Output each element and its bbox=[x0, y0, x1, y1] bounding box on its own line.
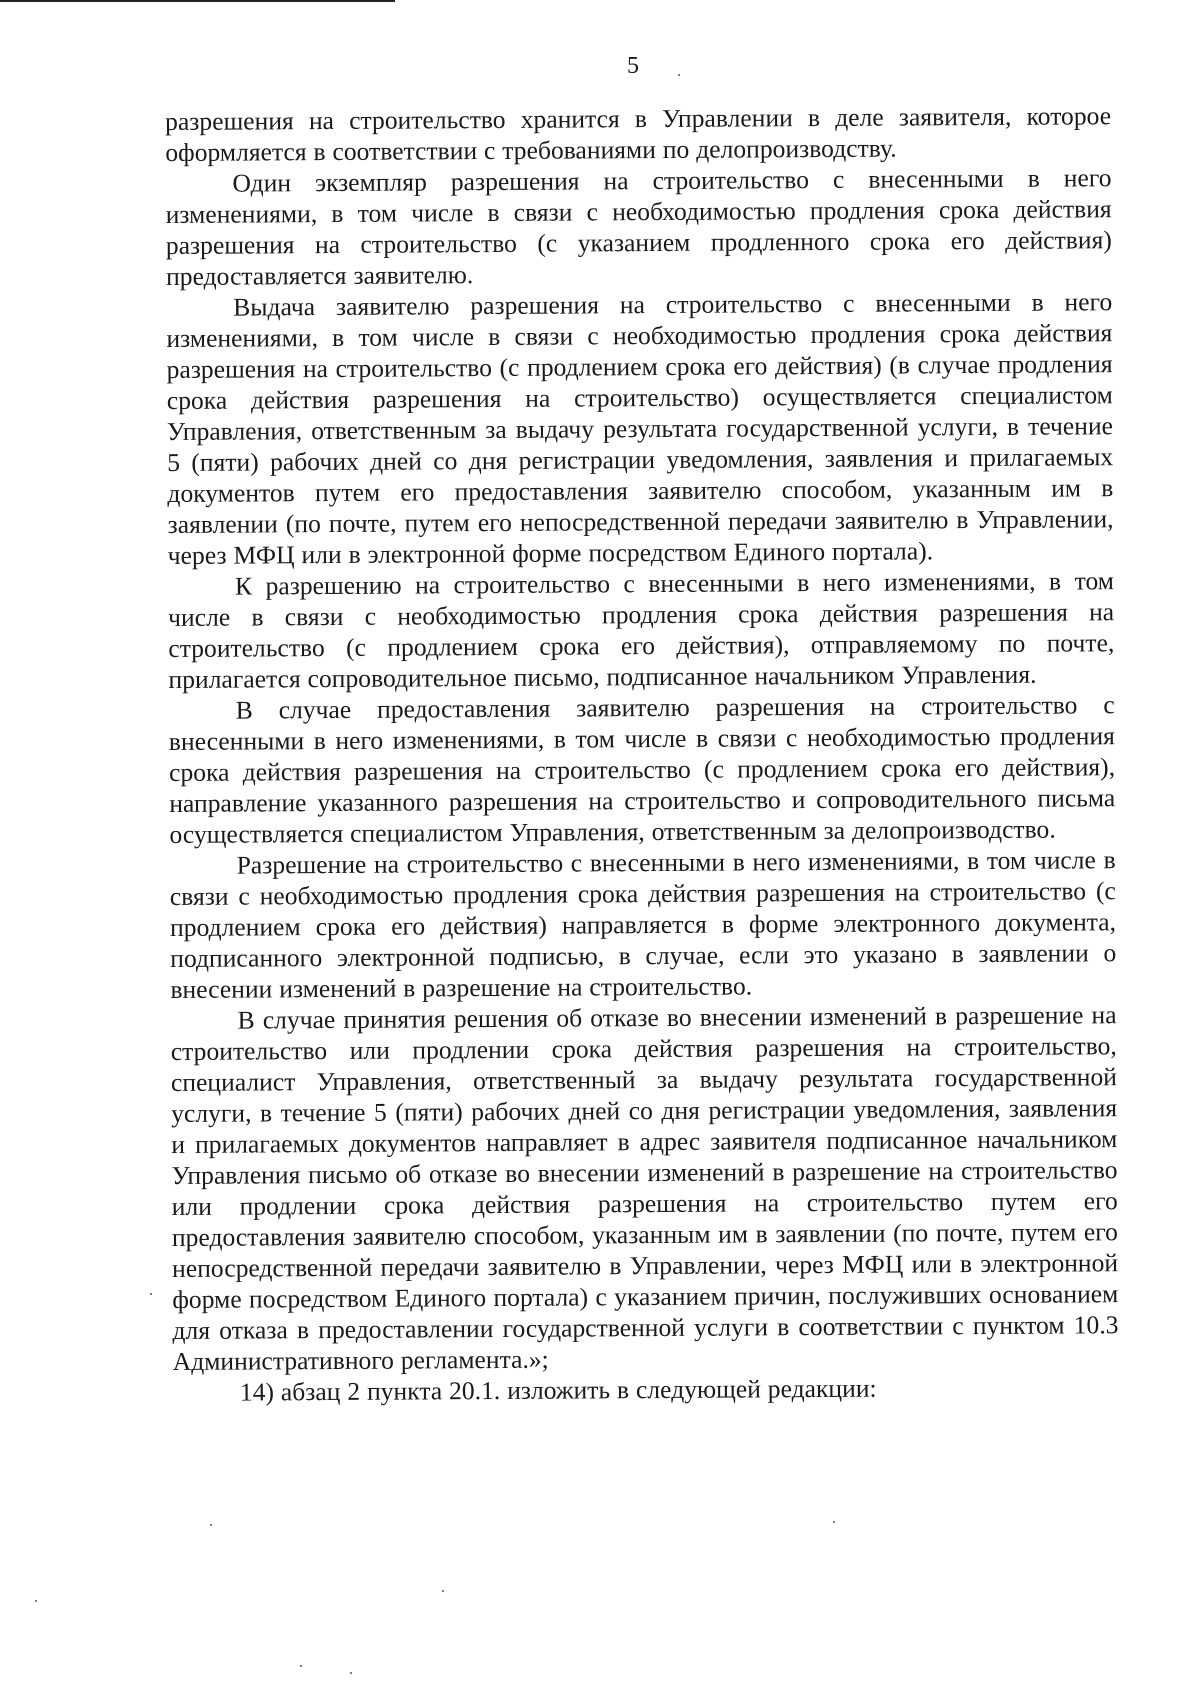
scan-speck bbox=[210, 1524, 212, 1526]
paragraph-issuance: Выдача заявителю разрешения на строительство с внесенными в него изменениями, в том числе в связи с необходимостью продления срока действия разрешения на строительство (с продлением срока его действия) (в случае продления срока действия разрешения на строительство) осуществляется специалистом Управления, ответственным за выдачу результата государственной услуги, в течение 5 (пяти) рабочих дней со дня регистрации уведомления, заявления и прилагаемых документов путем его предоставления заявителю способом, указанным им в заявлении (по почте, путем его непосредственной передачи заявителю в Управлении, через МФЦ или в электронной форме посредством Единого портала). bbox=[166, 287, 1114, 570]
document-body bbox=[165, 100, 1119, 1408]
top-border-line bbox=[0, 0, 395, 2]
scan-speck bbox=[150, 1293, 152, 1295]
paragraph-cover-letter: К разрешению на строительство с внесенными в него изменениями, в том числе в связи с необходимостью продления срока действия разрешения на строительство (с продлением срока его действия), отправляемому по почте, прилагается сопроводительное письмо, подписанное начальником Управления. bbox=[168, 566, 1115, 694]
paragraph-electronic-form: Разрешение на строительство с внесенными в него изменениями, в том числе в связи с необходимостью продления срока действия разрешения на строительство (с продлением срока его действия) направляется в форме электронного документа, подписанного электронной подписью, в случае, если это указано в заявлении о внесении изменений в разрешение на строительство. bbox=[169, 845, 1117, 1004]
paragraph-amendment-14: 14) абзац 2 пункта 20.1. изложить в следующей редакции: bbox=[239, 1373, 877, 1407]
paragraph-refusal: В случае принятия решения об отказе во внесении изменений в разрешение на строительство или продлении срока действия разрешения на строительство, специалист Управления, ответственный за выдачу результата государственной услуги, в течение 5 (пяти) рабочих дней со дня регистрации уведомления, заявления и прилагаемых документов направляет в адрес заявителя подписанное начальником Управления письмо об отказе во внесении изменений в разрешение на строительство или продлении срока действия разрешения на строительство путем его предоставления заявителю способом, указанным им в заявлении (по почте, путем его непосредственной передачи заявителю в Управлении, через МФЦ или в электронной форме посредством Единого портала) с указанием причин, послуживших основанием для отказа в предоставлении государственной услуги в соответствии с пунктом 10.3 Административного регламента.»; bbox=[170, 1000, 1119, 1376]
paragraph-copy-provided: Один экземпляр разрешения на строительство с внесенными в него изменениями, в том числе в связи с необходимостью продления срока действия разрешения на строительство (с указанием продленного срока его действия) предоставляется заявителю. bbox=[165, 163, 1112, 291]
scan-speck bbox=[35, 1600, 37, 1602]
scan-speck bbox=[350, 1672, 352, 1674]
scan-speck bbox=[300, 1665, 302, 1667]
scan-speck bbox=[678, 74, 680, 76]
scan-speck bbox=[442, 1590, 444, 1592]
scan-speck bbox=[833, 1521, 835, 1523]
page-number: 5 bbox=[627, 53, 639, 79]
paragraph-continuation: разрешения на строительство хранится в Управлении в деле заявителя, которое оформляется в соответствии с требованиями по делопроизводству. bbox=[165, 101, 1112, 167]
paragraph-sending: В случае предоставления заявителю разрешения на строительство с внесенными в него изменениями, в том числе в связи с необходимостью продления срока действия разрешения на строительство (с продлением срока его действия), направление указанного разрешения на строительство и сопроводительного письма осуществляется специалистом Управления, ответственным за делопроизводство. bbox=[168, 690, 1116, 849]
